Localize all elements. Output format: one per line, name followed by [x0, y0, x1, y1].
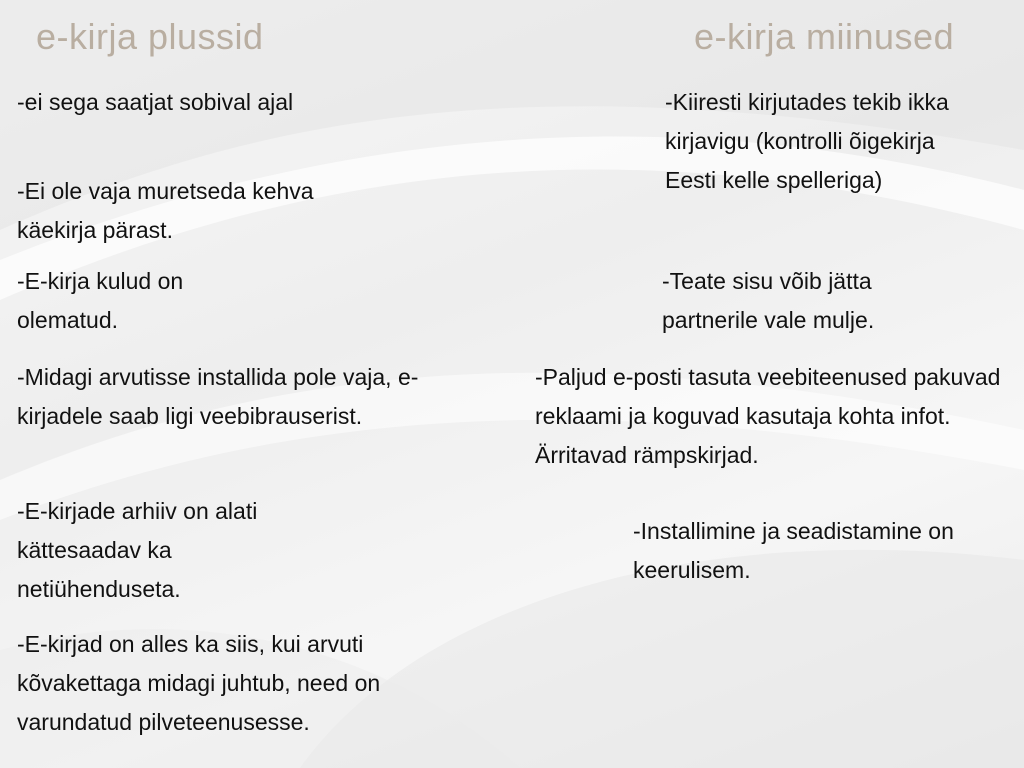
pros-item: -E-kirjade arhiiv on alati kättesaadav ka netiühenduseta.: [17, 498, 258, 602]
pros-item: -E-kirjad on alles ka siis, kui arvuti kõvakettaga midagi juhtub, need on varundatud pilveteenusesse.: [17, 631, 381, 735]
pros-item: -E-kirja kulud on olematud.: [17, 268, 184, 333]
cons-item: -Paljud e-posti tasuta veebiteenused pakuvad reklaami ja koguvad kasutaja kohta infot. Ärritavad rämpskirjad.: [535, 364, 1001, 468]
pros-item: -ei sega saatjat sobival ajal: [17, 89, 294, 115]
cons-item: -Kiiresti kirjutades tekib ikka kirjavigu (kontrolli õigekirja Eesti kelle spelleriga): [665, 89, 949, 193]
pros-heading: e-kirja plussid: [36, 16, 264, 57]
pros-item: -Ei ole vaja muretseda kehva käekirja pärast.: [17, 178, 314, 243]
cons-heading: e-kirja miinused: [694, 16, 955, 57]
cons-item: -Installimine ja seadistamine on keerulisem.: [633, 518, 954, 583]
pros-item: -Midagi arvutisse installida pole vaja, e-kirjadele saab ligi veebibrauserist.: [17, 364, 419, 429]
cons-item: -Teate sisu võib jätta partnerile vale mulje.: [662, 268, 875, 333]
